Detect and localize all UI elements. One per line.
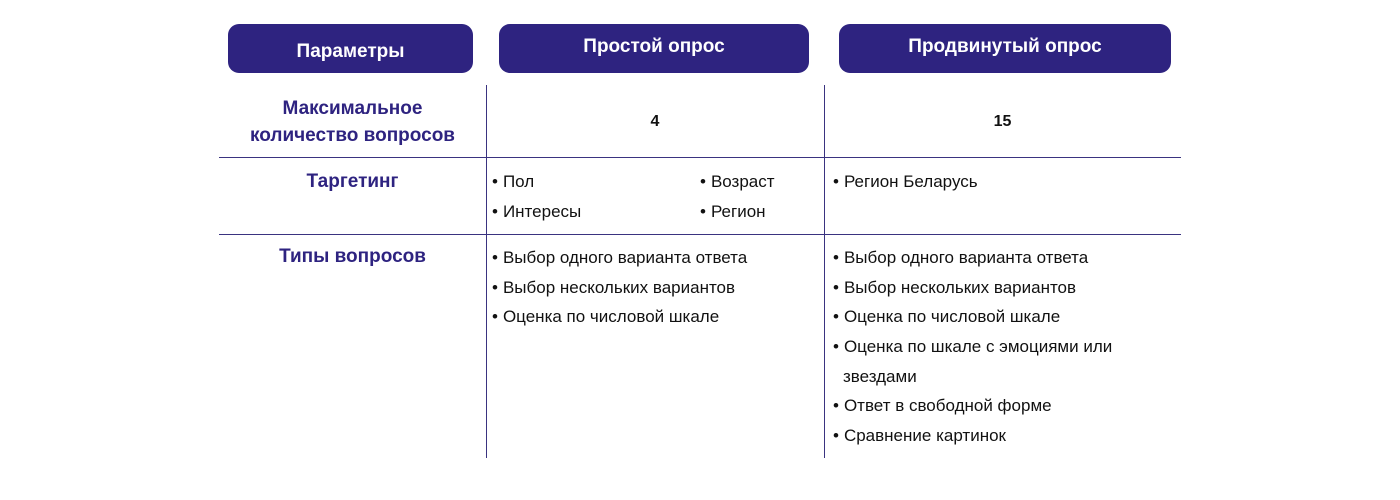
list-item-text: Выбор нескольких вариантов: [843, 278, 1077, 297]
header-simple-survey-label: Простой опрос: [583, 35, 725, 57]
bullet-icon: •: [833, 426, 839, 445]
question-type-advanced-item: [833, 307, 1060, 327]
list-item-text: Оценка по числовой шкале: [843, 307, 1061, 326]
list-item-text: Ответ в свободной форме: [843, 396, 1052, 415]
question-type-advanced-item: [833, 426, 1006, 446]
bullet-icon: •: [492, 307, 498, 326]
question-type-advanced-item: [833, 248, 1088, 268]
targeting-simple-item: [700, 172, 775, 192]
list-item-text: Оценка по шкале с эмоциями или: [843, 337, 1113, 356]
bullet-icon: •: [833, 248, 839, 267]
question-type-simple-item: [492, 278, 735, 298]
row-label-question-types: Типы вопросов: [279, 246, 426, 267]
row-label-line: количество вопросов: [249, 125, 455, 146]
list-item-text: Сравнение картинок: [843, 426, 1006, 445]
list-item-text: Возраст: [710, 172, 775, 191]
row-label-targeting: Таргетинг: [306, 171, 399, 192]
header-advanced-survey-label: Продвинутый опрос: [908, 35, 1102, 57]
list-item-text: Регион: [710, 202, 766, 221]
list-item-text: Интересы: [502, 202, 582, 221]
bullet-icon: •: [833, 396, 839, 415]
bullet-icon: •: [700, 202, 706, 221]
bullet-icon: •: [833, 172, 839, 191]
targeting-simple-item: [492, 172, 534, 192]
header-advanced-survey: [839, 24, 1171, 73]
question-type-advanced-item-continuation: [833, 367, 917, 387]
bullet-icon: •: [492, 202, 498, 221]
row-label-max-questions: [219, 95, 486, 149]
bullet-icon: •: [492, 248, 498, 267]
list-item-text: Выбор нескольких вариантов: [502, 278, 736, 297]
max-questions-advanced-value: 15: [993, 113, 1012, 130]
list-item-text: звездами: [843, 367, 917, 386]
row-divider: [219, 234, 1181, 235]
question-type-advanced-item: [833, 337, 1112, 357]
list-item-text: Выбор одного варианта ответа: [502, 248, 748, 267]
question-type-advanced-item: [833, 396, 1052, 416]
list-item-text: Выбор одного варианта ответа: [843, 248, 1089, 267]
bullet-icon: •: [492, 172, 498, 191]
list-item-text: Пол: [502, 172, 535, 191]
targeting-advanced-item: [833, 172, 978, 192]
question-type-simple-item: [492, 307, 719, 327]
bullet-icon: •: [833, 337, 839, 356]
targeting-simple-item: [492, 202, 581, 222]
max-questions-simple-value: 4: [650, 113, 660, 130]
column-divider: [486, 85, 487, 458]
header-parameters: [228, 24, 473, 73]
column-divider: [824, 85, 825, 458]
bullet-icon: •: [700, 172, 706, 191]
list-item-text: Регион Беларусь: [843, 172, 978, 191]
bullet-icon: •: [833, 307, 839, 326]
header-parameters-label: Параметры: [296, 40, 405, 62]
row-divider: [219, 157, 1181, 158]
header-simple-survey: [499, 24, 809, 73]
targeting-simple-item: [700, 202, 766, 222]
row-label-line: Максимальное: [282, 98, 423, 119]
list-item-text: Оценка по числовой шкале: [502, 307, 720, 326]
question-type-advanced-item: [833, 278, 1076, 298]
bullet-icon: •: [492, 278, 498, 297]
question-type-simple-item: [492, 248, 747, 268]
bullet-icon: •: [833, 278, 839, 297]
